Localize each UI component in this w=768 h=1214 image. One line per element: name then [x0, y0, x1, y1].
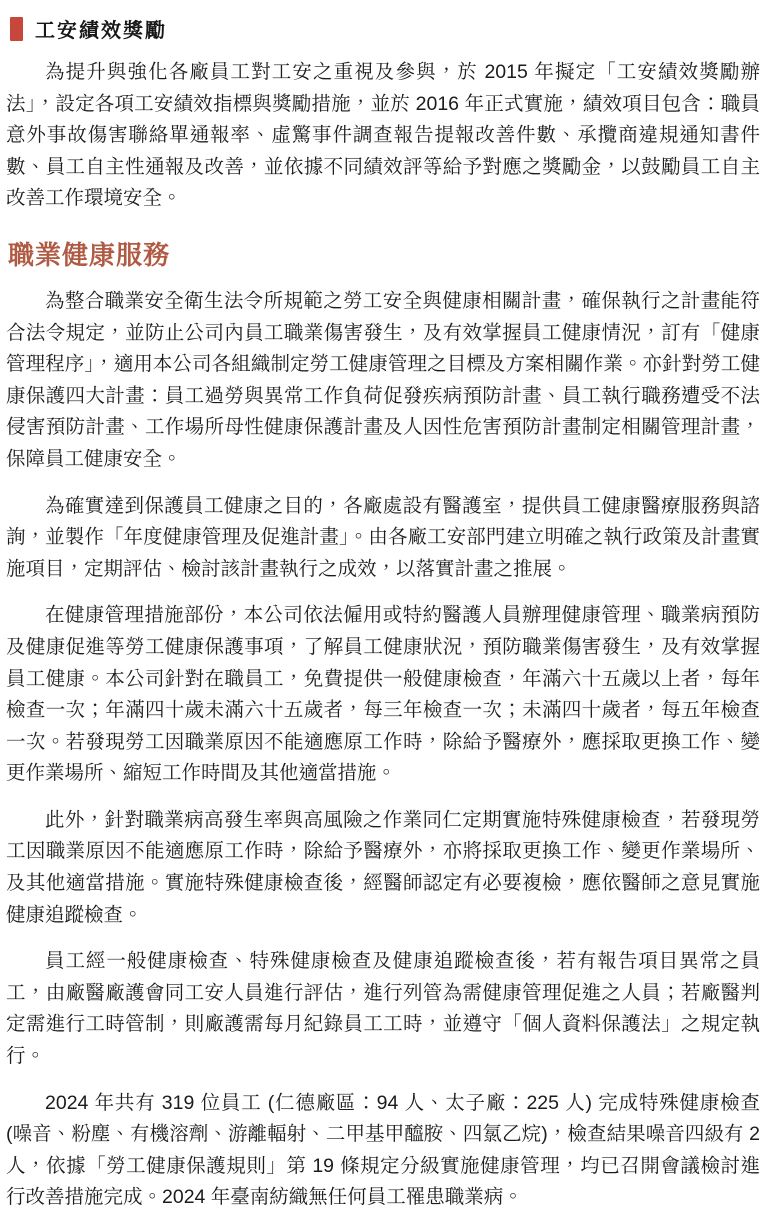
section-title-safety-awards: 工安績效獎勵 — [35, 20, 167, 42]
paragraph-health-plans: 為整合職業安全衛生法令所規範之勞工安全與健康相關計畫，確保執行之計畫能符合法令規定，並防止公司內員工職業傷害發生，及有效掌握員工健康情況，訂有「健康管理程序」，適用本公司各組織制定勞工健康管理之目標及方案相關作業。亦針對勞工健康保護四大計畫：員工過勞與異常工作負荷促發疾病預防計畫、員工執行職務遭受不法侵害預防計畫、工作場所母性健康保護計畫及人因性危害預防計畫制定相關管理計畫，保障員工健康安全。 — [6, 289, 760, 470]
paragraph-2024-statistics: 2024 年共有 319 位員工 (仁德廠區：94 人、太子廠：225 人) 完成特殊健康檢查 (噪音、粉塵、有機溶劑、游離輻射、二甲基甲醯胺、四氯乙烷)，檢查結果噪音四級有 2 人，依據「勞工健康保護規則」第 19 條規定分級實施健康管理，均已召開會議檢討進行改善措施完成。2024 年臺南紡織無任何員工罹患職業病。 — [6, 1091, 760, 1209]
paragraph-special-checkups: 此外，針對職業病高發生率與高風險之作業同仁定期實施特殊健康檢查，若發現勞工因職業原因不能適應原工作時，除給予醫療外，亦將採取更換工作、變更作業場所、及其他適當措施。實施特殊健康檢查後，經醫師認定有必要複檢，應依醫師之意見實施健康追蹤檢查。 — [6, 808, 760, 926]
paragraph-safety-awards: 為提升與強化各廠員工對工安之重視及參與，於 2015 年擬定「工安績效獎勵辦法」，設定各項工安績效指標與獎勵措施，並於 2016 年正式實施，績效項目包含：職員意外事故傷害聯絡單通報率、虛驚事件調查報告提報改善件數、承攬商違規通知書件數、員工自主性通報及改善，並依據不同績效評等給予對應之獎勵金，以鼓勵員工自主改善工作環境安全。 — [6, 61, 760, 210]
paragraph-abnormal-followup: 員工經一般健康檢查、特殊健康檢查及健康追蹤檢查後，若有報告項目異常之員工，由廠醫廠護會同工安人員進行評估，進行列管為需健康管理促進之人員；若廠醫判定需進行工時管制，則廠護需每月紀錄員工工時，並遵守「個人資料保護法」之規定執行。 — [6, 950, 760, 1068]
red-square-bullet-icon — [10, 17, 23, 41]
paragraph-medical-rooms: 為確實達到保護員工健康之目的，各廠處設有醫護室，提供員工健康醫療服務與諮詢，並製作「年度健康管理及促進計畫」。由各廠工安部門建立明確之執行政策及計畫實施項目，定期評估、檢討該計畫執行之成效，以落實計畫之推展。 — [6, 494, 760, 580]
section-title-occupational-health: 職業健康服務 — [8, 239, 171, 270]
paragraph-health-checkups: 在健康管理措施部份，本公司依法僱用或特約醫護人員辦理健康管理、職業病預防及健康促進等勞工健康保護事項，了解員工健康狀況，預防職業傷害發生，及有效掌握員工健康。本公司針對在職員工，免費提供一般健康檢查，年滿六十五歲以上者，每年檢查一次；年滿四十歲未滿六十五歲者，每三年檢查一次；未滿四十歲者，每五年檢查一次。若發現勞工因職業原因不能適應原工作時，除給予醫療外，應採取更換工作、變更作業場所、縮短工作時間及其他適當措施。 — [6, 604, 760, 785]
section-header-safety-awards — [10, 14, 760, 43]
